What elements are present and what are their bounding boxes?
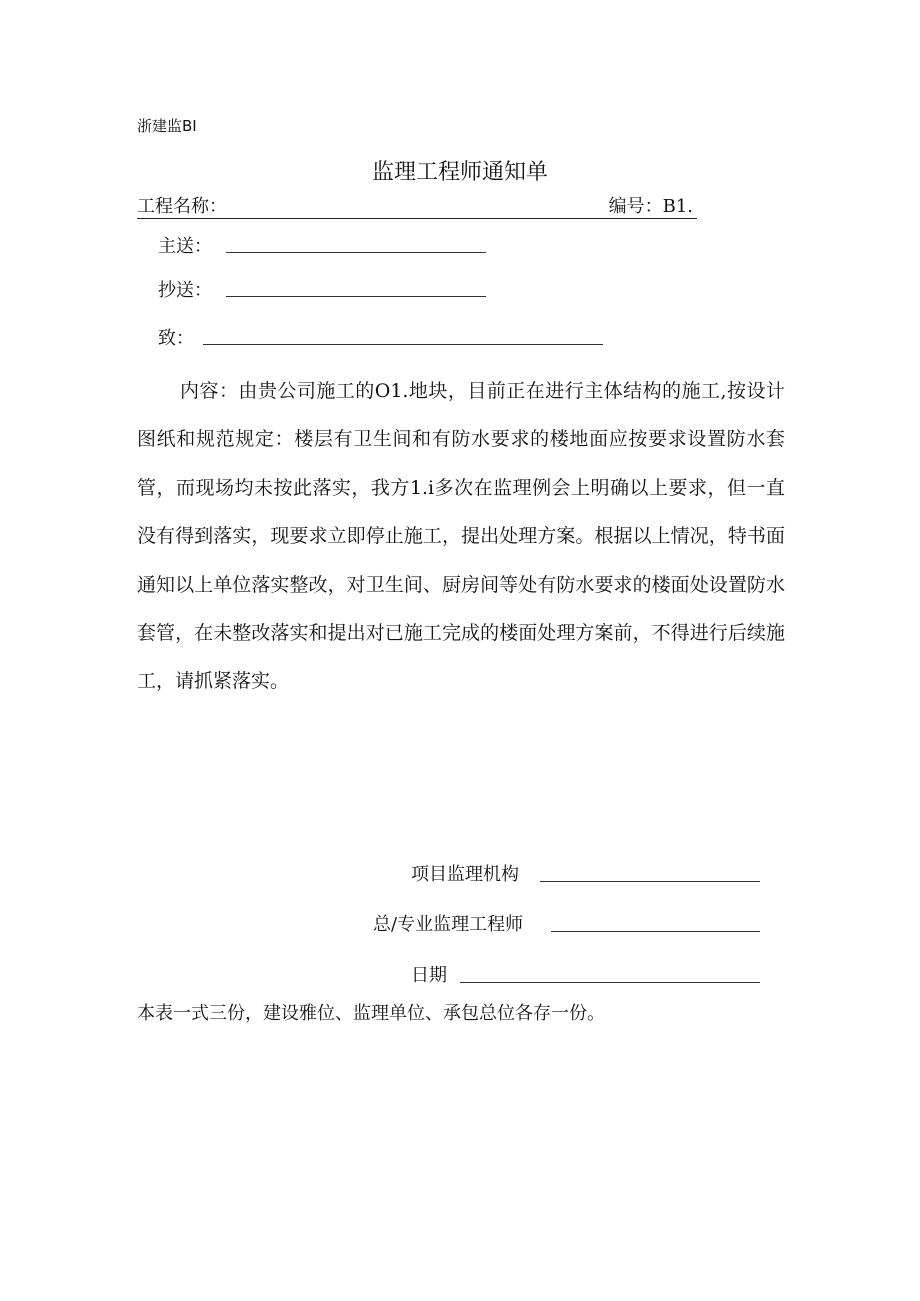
date-line — [460, 982, 760, 983]
notice-content: 内容：由贵公司施工的O1.地块，目前正在进行主体结构的施工,按设计图纸和规范规定：楼层有卫生间和有防水要求的楼地面应按要求设置防水套管，而现场均未按此落实，我方1.i多次在监理例会上明确以上要求，但一直没有得到落实，现要求立即停止施工，提出处理方案。根据以上情况，特书面通知以上单位落实整改，对卫生间、厨房间等处有防水要求的楼面处设置防水套管，在未整改落实和提出对已施工完成的楼面处理方案前，不得进行后续施工，请抓紧落实。 — [137, 380, 785, 693]
attn-blank-line — [203, 344, 603, 345]
project-name-label: 工程名称： — [137, 196, 227, 217]
supervision-org-label: 项目监理机构 — [411, 864, 519, 885]
cc-label: 抄送： — [158, 280, 212, 301]
document-title: 监理工程师通知单 — [371, 160, 548, 185]
date-label: 日期 — [411, 965, 447, 986]
to-blank-line — [226, 252, 486, 253]
engineer-signature-line — [551, 931, 760, 932]
project-row — [137, 192, 697, 219]
attn-label: 致： — [158, 328, 194, 349]
cc-blank-line — [226, 296, 486, 297]
footer-note: 本表一式三份，建设雅位、监理单位、承包总位各存一份。 — [137, 1003, 605, 1024]
engineer-label: 总/专业监理工程师 — [373, 914, 524, 935]
form-code: 浙建监BI — [137, 117, 197, 135]
to-label: 主送： — [158, 236, 212, 257]
supervision-org-signature-line — [540, 881, 760, 882]
number-label: 编号：B1. — [608, 196, 693, 217]
